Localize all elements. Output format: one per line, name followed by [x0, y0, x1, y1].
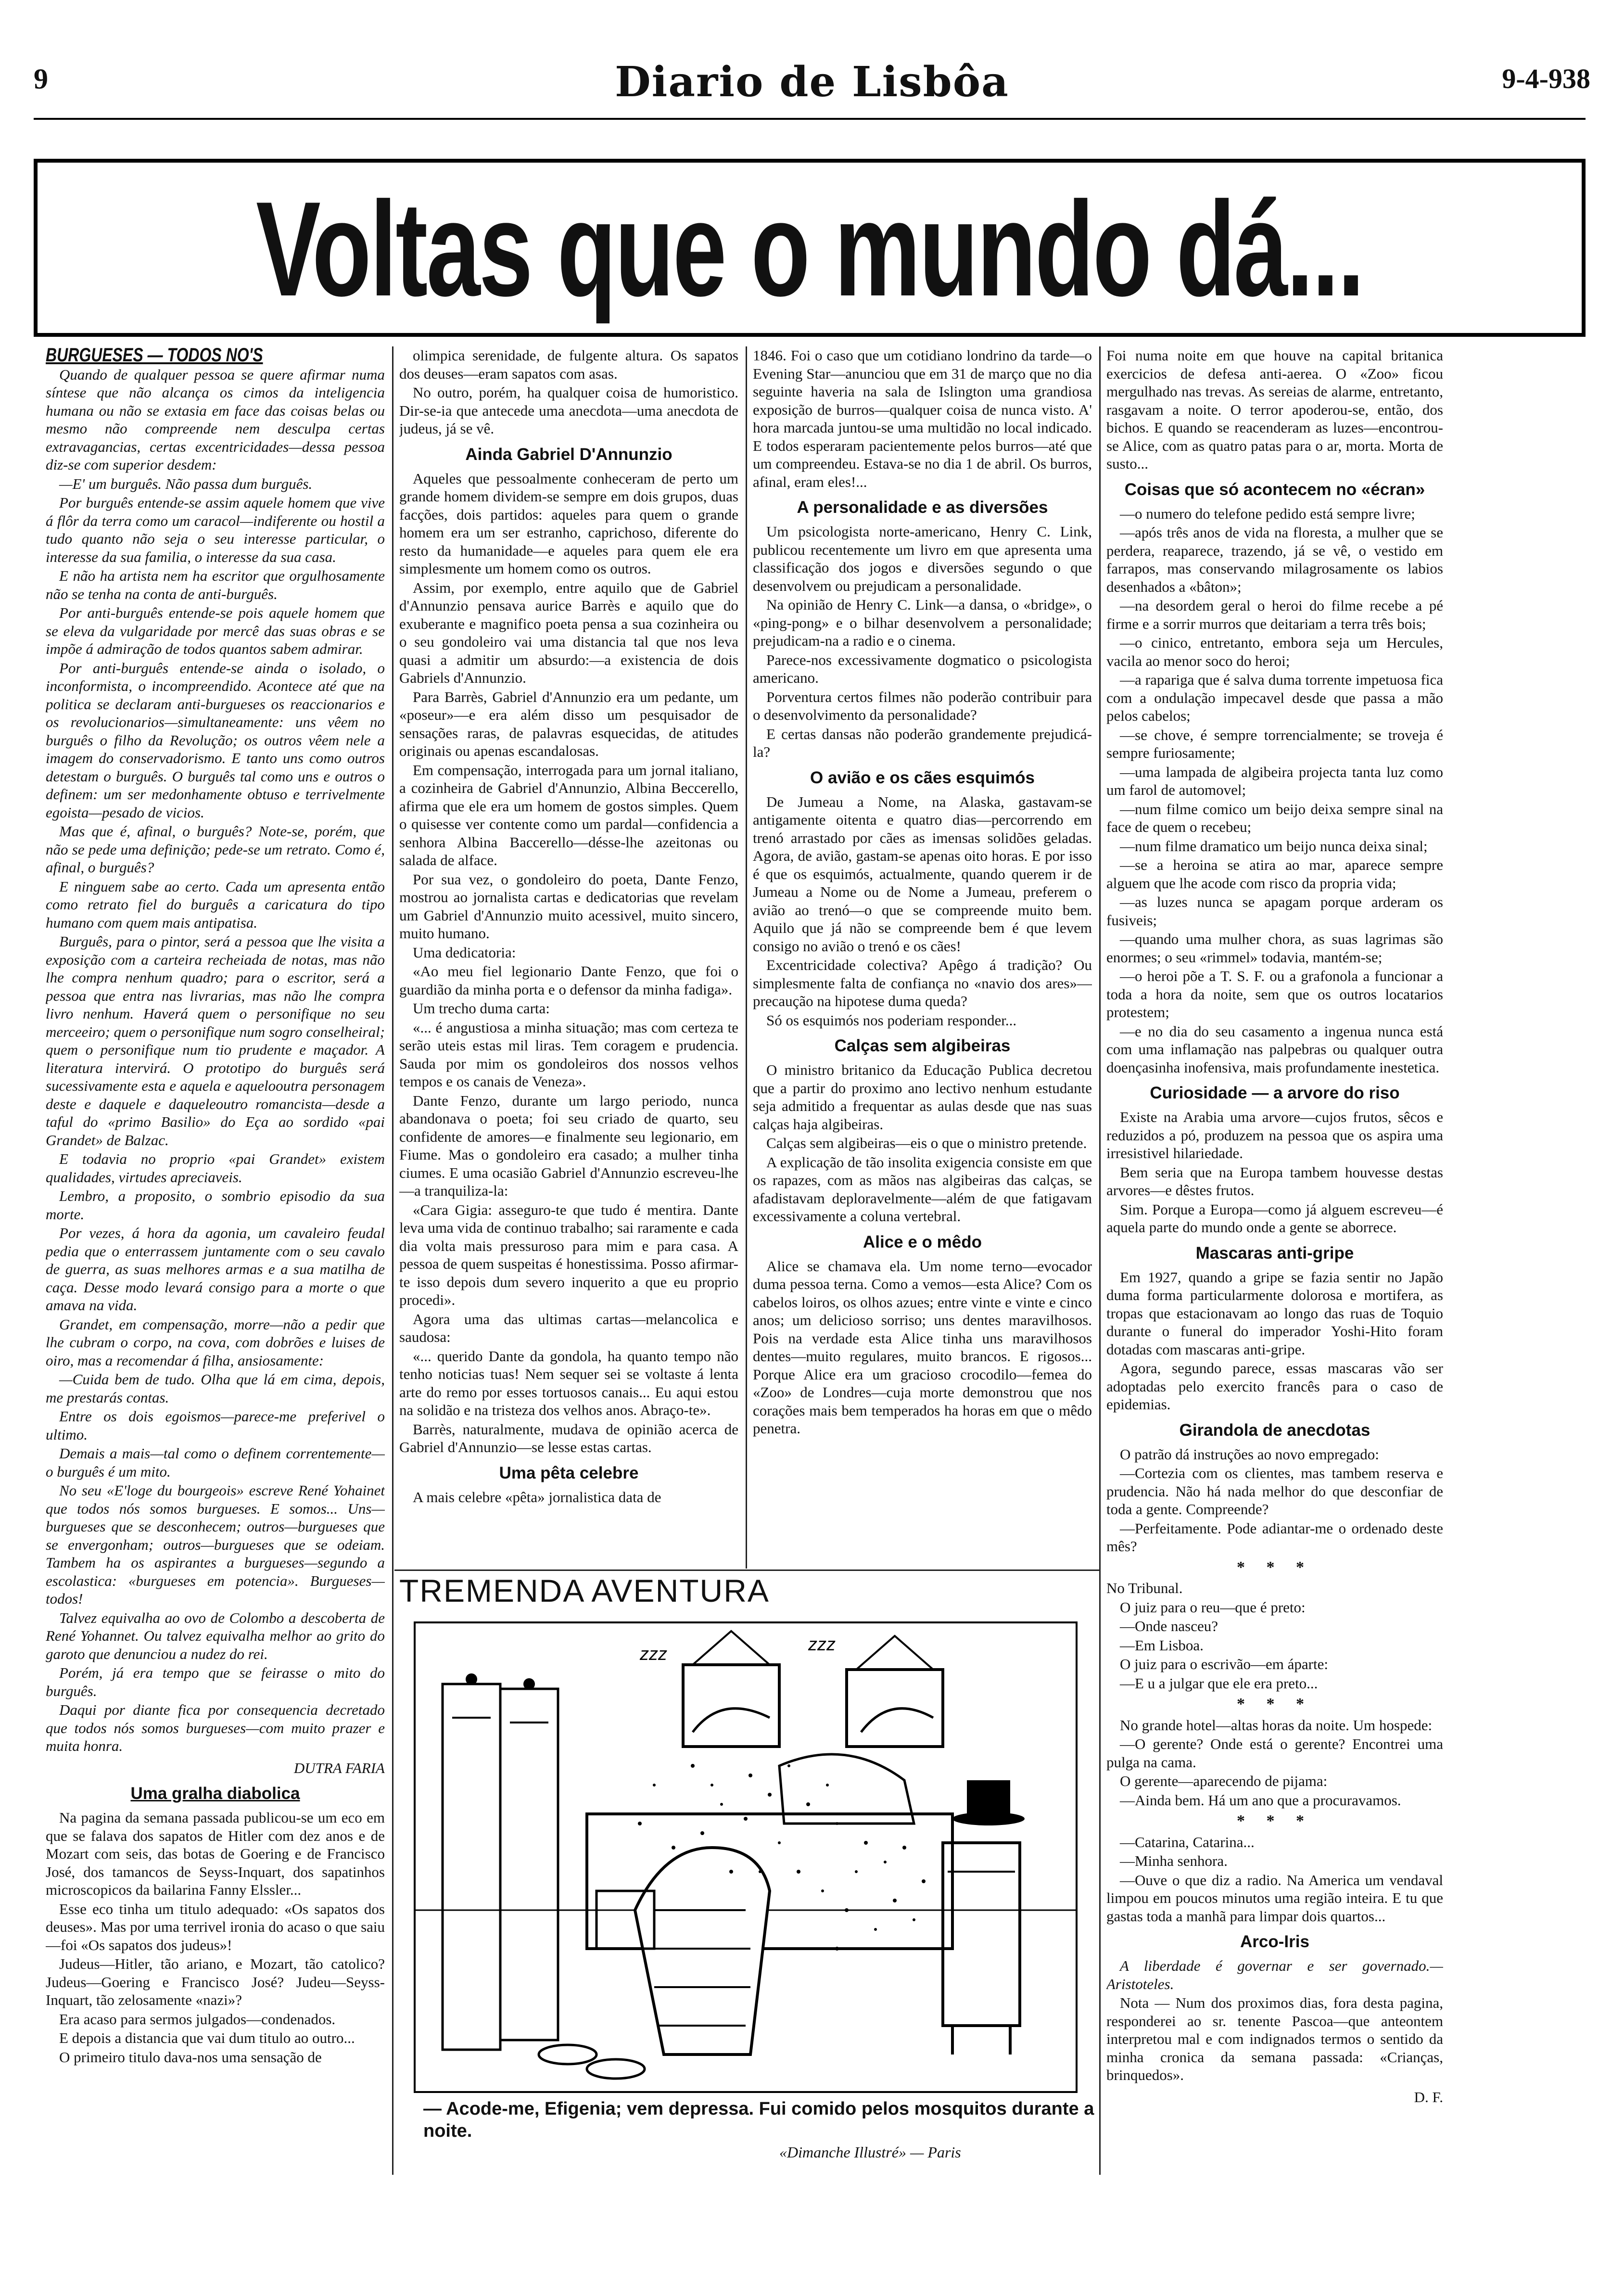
paragraph: E não ha artista nem ha escritor que orgulhosamente não se tenha na conta de anti-burguês.: [46, 567, 385, 602]
list-item: —se chove, é sempre torrencialmente; se troveja é sempre furiosamente;: [1106, 726, 1443, 761]
paragraph: No grande hotel—altas horas da noite. Um hospede:: [1120, 1716, 1433, 1734]
paragraph: Na pagina da semana passada publicou-se um eco em que se falava dos sapatos de Hitler com dez anos e de Mozart com seis, das botas de Goering e de Francisco José, dos tamancos de Seyss-Inquart, dos sapatinhos microscopicos da bailarina Fanny Elssler...: [46, 1809, 385, 1898]
paragraph: No seu «E'loge du bourgeois» escreve René Yohainet que todos nós somos burgueses. E somos... Uns—burgueses que se desconhecem; outros—burgueses que se envergonham; outros—burgueses que se odeiam. Tambem ha os aspirantes a burgueses—segundo a escolastica: «burgueses em potencia». Burgueses—todos!: [46, 1482, 385, 1607]
paragraph: A mais celebre «pêta» jornalistica data de: [413, 1488, 661, 1506]
column-ecran: [1106, 346, 1443, 2199]
paragraph: Existe na Arabia uma arvore—cujos frutos, sêcos e reduzidos a pó, produzem na pessoa que os aspira uma irresistivel hilariedade.: [1106, 1109, 1443, 1161]
signature: DUTRA FARIA: [293, 1759, 385, 1776]
snore-text: zzz: [808, 1634, 836, 1655]
separator-stars: * * *: [1237, 1558, 1313, 1576]
paragraph: Por sua vez, o gondoleiro do poeta, Dante Fenzo, mostrou ao jornalista cartas e dedicatorias que revelam um Gabriel d'Annunzio muito acessivel, muito sincero, muito humano.: [399, 870, 738, 942]
article-title: Curiosidade — a arvore do riso: [1150, 1084, 1400, 1102]
column-rule: [392, 346, 393, 2175]
paragraph: Alice se chamava ela. Um nome terno—evocador duma pessoa terna. Como a vemos—esta Alice? Com os cabelos loiros, os olhos azues; entre vinte e vinte e cinco anos; um delicioso sorriso; uns dentes maravilhosos. Pois na verdade esta Alice tinha uns maravilhosos dentes—muito regulares, muito brancos. E rigosos... Porque Alice era um gracioso crocodilo—femea do «Zoo» de Londres—cuja morte demonstrou que nos corações mais bem temperados ha horas em que o mêdo penetra.: [753, 1257, 1092, 1437]
paragraph: Parece-nos excessivamente dogmatico o psicologista americano.: [753, 651, 1092, 686]
list-item: —uma lampada de algibeira projecta tanta luz como um farol de automovel;: [1106, 763, 1443, 798]
article-title: Calças sem algibeiras: [834, 1036, 1011, 1055]
article-title: A personalidade e as diversões: [797, 498, 1048, 517]
article-title: Mascaras anti-gripe: [1195, 1243, 1354, 1263]
paragraph: O patrão dá instruções ao novo empregado:: [1120, 1445, 1379, 1463]
cartoon-credit: «Dimanche Illustré» — Paris: [779, 2144, 961, 2161]
paragraph: A explicação de tão insolita exigencia consiste em que os rapazes, com as mãos nas algibeiras das calças, se afadistavam deploravelmente—além de que fatigavam excessivamente a coluna vertebral.: [753, 1153, 1092, 1225]
article-title: Alice e o mêdo: [863, 1232, 982, 1251]
article-title: O avião e os cães esquimós: [810, 768, 1035, 787]
paragraph: olimpica serenidade, de fulgente altura. Os sapatos dos deuses—eram sapatos com asas.: [399, 347, 738, 382]
paragraph: Dante Fenzo, durante um largo periodo, nunca abandonava o poeta; foi seu criado de quarto, seu confidente de amores—e finalmente seu legionario, em Fiume. Mas o gondoleiro era casado; a mulher tinha ciumes. E uma ocasião Gabriel d'Annunzio escreveu-lhe—a tranquiliza-la:: [399, 1092, 738, 1199]
issue-date: 9-4-938: [1502, 63, 1590, 94]
paragraph: —Cortezia com os clientes, mas tambem reserva e prudencia. Não há nada melhor do que desconfiar de toda a gente. Compreende?: [1106, 1465, 1443, 1518]
signature: D. F.: [1414, 2088, 1443, 2105]
snore-text: zzz: [640, 1644, 667, 1664]
paragraph: Assim, por exemplo, entre aquilo que de Gabriel d'Annunzio pensava aurice Barrès e aquilo que do exuberante e magnifico poeta pensa a sua cozinheira ou o seu gondoleiro vai uma distancia tal que nos leva quasi a admitir um absurdo:—a existencia de dois Gabriels d'Annunzio.: [399, 579, 738, 686]
paragraph: De Jumeau a Nome, na Alaska, gastavam-se antigamente oitenta e quatro dias—percorrendo em trenó arrastado por cães as imensas solidões geladas. Agora, de avião, gastam-se apenas oito horas. E por isso é que os esquimós, actualmente, quando querem ir de Jumeau a Nome ou de Nome a Jumeau, preferem o avião ao trenó—o que se compreende muito bem. Aquilo que já não se compreende bem é que levem consigo no avião o trenó e os cães!: [753, 793, 1092, 955]
column-dannunzio: [399, 346, 738, 1578]
paragraph: —Minha senhora.: [1120, 1852, 1228, 1869]
paragraph: Calças sem algibeiras—eis o que o ministro pretende.: [766, 1135, 1087, 1151]
paragraph: Por vezes, á hora da agonia, um cavaleiro feudal pedia que o enterrassem juntamente com o seu cavalo de guerra, as suas melhores armas e a sua matilha de caça. Desse modo levará consigo para a morte o que amava na vida.: [46, 1225, 385, 1314]
paragraph: Excentricidade colectiva? Apêgo á tradição? Ou simplesmente falta de confiança no «navio dos ares»—precaução na hipotese duma queda?: [753, 957, 1092, 1009]
paragraph: E depois a distancia que vai dum titulo ao outro...: [59, 2029, 355, 2046]
column-personalidade: [753, 346, 1092, 1578]
separator-stars: * * *: [1237, 1695, 1313, 1713]
column-rule: [1099, 346, 1101, 2175]
list-item: —após três anos de vida na floresta, a mulher que se perdera, reaparece, trazendo, já se vê, o vestido em farrapos, mas conservando milagrosamente os labios desenhados a «bâton»;: [1106, 524, 1443, 595]
paragraph: Esse eco tinha um titulo adequado: «Os sapatos dos deuses». Mas por uma terrivel ironia do acaso o que saiu—foi «Os sapatos dos judeus»!: [46, 1900, 385, 1953]
column-burgueses: [46, 346, 385, 2199]
paragraph: «... querido Dante da gondola, ha quanto tempo não tenho noticias tuas! Nem sequer sei se voltaste á lenta arte do remo por esses tortuosos canais... Eu aqui estou na solidão e na tristeza dos velhos anos. Abraço-te».: [399, 1347, 738, 1418]
paragraph: Lembro, a proposito, o sombrio episodio da sua morte.: [46, 1187, 385, 1223]
paragraph: «Ao meu fiel legionario Dante Fenzo, que foi o guardião da minha porta e o defensor da minha fadiga».: [399, 963, 738, 998]
article-title: Arco-Iris: [1240, 1932, 1309, 1951]
paragraph: Barrès, naturalmente, mudava de opinião acerca de Gabriel d'Annunzio—se lesse estas cartas.: [399, 1420, 738, 1455]
article-title: Ainda Gabriel D'Annunzio: [465, 445, 672, 464]
list-item: —o numero do telefone pedido está sempre livre;: [1120, 505, 1415, 522]
paragraph: O primeiro titulo dava-nos uma sensação de: [59, 2048, 322, 2066]
paragraph: Por anti-burguês entende-se pois aquele homem que se eleva da vulgaridade por mercê das suas obras e se impõe á admiração de todos quantos sabem admirar.: [46, 604, 385, 657]
paragraph: Por anti-burguês entende-se ainda o isolado, o inconformista, o incompreendido. Acontece até que na politica se declaram anti-burgueses os reaccionarios e os revolucionarios—simultaneamente: uns vêem no burguês o filho da Revolução; os outros vêem nele a imagem do conservadorismo. E tanto uns como outros detestam o burguês. O burguês tal como uns e outros o definem: um ser medonhamente obtuso e terrivelmente egoista—pesado de vicios.: [46, 659, 385, 821]
paragraph: Em compensação, interrogada para um jornal italiano, a cozinheira de Gabriel d'Annunzio, Albina Beccerello, afirma que ele era um homem de gostos simples. Quem o quisesse ver contente como um pardal—confidencia a senhora Albina Baccerello—désse-lhe azeitonas ou salada de alface.: [399, 761, 738, 868]
article-title: Uma pêta celebre: [499, 1463, 639, 1482]
paragraph: Para Barrès, Gabriel d'Annunzio era um pedante, um «poseur»—e era além disso um pesquisador de sensações raras, de palavras esquecidas, de atitudes originais ou apenas escandalosas.: [399, 688, 738, 759]
list-item: —o heroi põe a T. S. F. ou a grafonola a funcionar a toda a hora da noite, sem que os outros locatarios protestem;: [1106, 968, 1443, 1021]
list-item: —as luzes nunca se apagam porque arderam os fusiveis;: [1106, 893, 1443, 929]
paragraph: —Ouve o que diz a radio. Na America um vendaval limpou em poucos minutos uma região inteira. E tu que gastas toda a manhã para limpar dois quartos...: [1106, 1871, 1443, 1925]
masthead-rule: [34, 118, 1586, 120]
paragraph: Por burguês entende-se assim aquele homem que vive á flôr da terra como um caracol—indiferente ou hostil a tudo quanto não seja o seu interesse particular, o interesse da sua familia, o interesse da sua casa.: [46, 494, 385, 565]
section-title: BURGUESES — TODOS NO'S: [46, 346, 263, 366]
paragraph: Nota — Num dos proximos dias, fora desta pagina, responderei ao sr. tenente Pascoa—que anteontem interpretou mal e com indignados termos o sentido da minha cronica da semana passada: «Crianças, brinquedos».: [1106, 1994, 1443, 2083]
cartoon-illustration: [414, 1621, 1078, 2093]
paragraph: A liberdade é governar e ser governado.— Aristoteles.: [1106, 1957, 1443, 1992]
paragraph: —Catarina, Catarina...: [1120, 1833, 1255, 1850]
paragraph: —Cuida bem de tudo. Olha que lá em cima, depois, me prestarás contas.: [46, 1371, 385, 1406]
paragraph: —Onde nasceu?: [1120, 1618, 1218, 1634]
page-number: 9: [34, 63, 48, 95]
list-item: —na desordem geral o heroi do filme recebe a pé firme e a sorrir murros que deitariam a terra três bois;: [1106, 597, 1443, 632]
paragraph: Sim. Porque a Europa—como já alguem escreveu—é aquela parte do mundo onde a gente se aborrece.: [1106, 1200, 1443, 1236]
paragraph: Agora, segundo parece, essas mascaras vão ser adoptadas pelo exercito francês para o caso de epidemias.: [1106, 1360, 1443, 1413]
list-item: —e no dia do seu casamento a ingenua nunca está com uma inflamação nas palpebras ou qualquer outra doençasinha inofensiva, mais profundamente inestetica.: [1106, 1022, 1443, 1076]
headline: Voltas que o mundo dá...: [256, 174, 1363, 324]
list-item: —a rapariga que é salva duma torrente impetuosa fica com a ondulação impecavel desde que passa a mão pelos cabelos;: [1106, 671, 1443, 724]
paragraph: Judeus—Hitler, tão ariano, e Mozart, tão catolico? Judeus—Goering e Francisco José? Judeu—Seyss-Inquart, tão zelosamente «nazi»?: [46, 1955, 385, 2008]
paragraph: Mas que é, afinal, o burguês? Note-se, porém, que não se pede uma definição; pede-se um retrato. Como é, afinal, o burguês?: [46, 823, 385, 876]
list-item: —se a heroina se atira ao mar, aparece sempre alguem que lhe acode com risco da propria vida;: [1106, 856, 1443, 892]
newspaper-name: Diario de Lisbôa: [615, 58, 1009, 106]
paragraph: O ministro britanico da Educação Publica decretou que a partir do proximo ano lectivo nenhum estudante seja admitido a frequentar as aulas desde que nas suas calças haja algibeiras.: [753, 1061, 1092, 1133]
paragraph: Só os esquimós nos poderiam responder...: [766, 1011, 1017, 1029]
paragraph: «Cara Gigia: asseguro-te que tudo é mentira. Dante leva uma vida de continuo trabalho; sai raramente e cada dia volta mais pressuroso para mim e para casa. A pessoa de quem suspeitas é honestissima. Posso afirmar-te isso depois dum severo inquerito a que eu proprio procedi».: [399, 1201, 738, 1308]
article-title: Coisas que só acontecem no «écran»: [1124, 480, 1425, 499]
paragraph: O gerente—aparecendo de pijama:: [1120, 1773, 1328, 1789]
article-title: Girandola de anecdotas: [1179, 1420, 1370, 1440]
paragraph: Entre os dois egoismos—parece-me preferivel o ultimo.: [46, 1408, 385, 1443]
paragraph: Porventura certos filmes não poderão contribuir para o desenvolvimento da personalidade?: [753, 688, 1092, 723]
paragraph: —E u a julgar que ele era preto...: [1120, 1674, 1318, 1692]
paragraph: No outro, porém, ha qualquer coisa de humoristico. Dir-se-ia que antecede uma anecdota—uma anecdota de judeus, já se vê.: [399, 384, 738, 437]
list-item: —o cinico, entretanto, embora seja um Hercules, vacila ao menor soco do heroi;: [1106, 634, 1443, 669]
subsection-title: Uma gralha diabolica: [130, 1784, 300, 1803]
list-item: —num filme dramatico um beijo nunca deixa sinal;: [1120, 837, 1428, 855]
cartoon-top-rule: [394, 1569, 1099, 1571]
paragraph: Talvez equivalha ao ovo de Colombo a descoberta de René Yohannet. Ou talvez equivalha melhor ao grito do garoto que denunciou a nudez do rei.: [46, 1609, 385, 1662]
paragraph: 1846. Foi o caso que um cotidiano londrino da tarde—o Evening Star—anunciou que em 31 de março que no dia seguinte haveria na sala de Islington uma grandiosa exposição de burros—qualquer coisa de nunca visto. A' hora marcada juntou-se uma multidão no local indicado. E todos esperaram pacientemente pelos burros—até que um compreendeu. Estava-se no dia 1 de abril. Os burros, afinal, eram eles!...: [753, 347, 1092, 490]
paragraph: —Ainda bem. Há um ano que a procuravamos.: [1120, 1791, 1401, 1809]
masthead: [0, 58, 1624, 111]
paragraph: Porém, já era tempo que se feirasse o mito do burguês.: [46, 1664, 385, 1699]
paragraph: Aqueles que pessoalmente conheceram de perto um grande homem dividem-se sempre em dois grupos, duas facções, dois partidos: aqueles para quem o grande homem era um ser estranho, caprichoso, diferente do resto da humanidade—e aqueles para quem ele era simplesmente um homem como os outros.: [399, 470, 738, 577]
paragraph: —Em Lisboa.: [1120, 1636, 1204, 1654]
paragraph: Bem seria que na Europa tambem houvesse destas arvores—e dêstes frutos.: [1106, 1163, 1443, 1199]
paragraph: Na opinião de Henry C. Link—a dansa, o «bridge», o «ping-pong» e o bilhar desenvolvem a personalidade; prejudicam-na a radio e o cinema.: [753, 596, 1092, 649]
paragraph: E ninguem sabe ao certo. Cada um apresenta então como retrato fiel do burguês a caricatura do tipo humano com quem mais antipatisa.: [46, 878, 385, 931]
paragraph: Uma dedicatoria:: [413, 944, 516, 961]
paragraph: Um psicologista norte-americano, Henry C. Link, publicou recentemente um livro em que apresenta uma classificação dos jogos e diversões segundo o que desenvolvem ou prejudicam a personalidade.: [753, 523, 1092, 594]
separator-stars: * * *: [1237, 1812, 1313, 1830]
paragraph: Quando de qualquer pessoa se quere afirmar numa síntese que não alcança os cimos da inteligencia humana ou não se extasia em face das coisas belas ou mesmo não compreende nem desculpa certas extravagancias, certas excentricidades—dessa pessoa diz-se com superior desdem:: [46, 366, 385, 473]
paragraph: —Perfeitamente. Pode adiantar-me o ordenado deste mês?: [1106, 1519, 1443, 1555]
list-item: —num filme comico um beijo deixa sempre sinal na face de quem o recebeu;: [1106, 800, 1443, 835]
paragraph: E certas dansas não poderão grandemente prejudicá-la?: [753, 725, 1092, 760]
paragraph: No Tribunal.: [1106, 1580, 1183, 1596]
cartoon-title: TREMENDA AVENTURA: [394, 1573, 774, 1608]
paragraph: Grandet, em compensação, morre—não a pedir que lhe cubram o corpo, na cova, com dobrões e luises de oiro, mas a recomendar á filha, ansiosamente:: [46, 1315, 385, 1369]
paragraph: Era acaso para sermos julgados—condenados.: [59, 2010, 336, 2028]
paragraph: O juiz para o reu—que é preto:: [1120, 1598, 1306, 1616]
paragraph: Foi numa noite em que houve na capital britanica exercicios de defesa anti-aerea. O «Zoo» ficou mergulhado nas trevas. As sereias de alarme, entretanto, rasgavam a noite. O terror apoderou-se, então, dos bichos. E quando se reacenderam as luzes—encontrou-se Alice, com as quatro patas para o ar, morta. Morta de susto...: [1106, 347, 1443, 472]
paragraph: «... é angustiosa a minha situação; mas com certeza te serão uteis estas mil liras. Tem coragem e prudencia. Sauda por mim os gondoleiros dos nossos velhos tempos e os canais de Veneza».: [399, 1019, 738, 1090]
paragraph: Demais a mais—tal como o definem correntemente—o burguês é um mito.: [46, 1445, 385, 1480]
headline-box: [34, 159, 1586, 337]
paragraph: Agora uma das ultimas cartas—melancolica e saudosa:: [399, 1310, 738, 1345]
paragraph: —O gerente? Onde está o gerente? Encontrei uma pulga na cama.: [1106, 1735, 1443, 1771]
paragraph: O juiz para o escrivão—em áparte:: [1120, 1656, 1328, 1672]
paragraph: Burguês, para o pintor, será a pessoa que lhe visita a exposição com a carteira recheiada de notas, mas não lhe compra nenhum quadro; para o escritor, será a pessoa que entra nas livrarias, mas não lhe compra livro nenhum. Haverá quem o personifique no seu merceeiro; quem o personifique num sogro conselheiral; quem o personifique num tio prudente e maçador. A literatura intervirá. O prototipo do burguês será sucessivamente esta e aquela e aquelooutra personagem deste e daquele e daqueleoutro romancista—desde a taful do «primo Basilio» do Eça ao sordido «pai Grandet» de Balzac.: [46, 933, 385, 1148]
paragraph: —E' um burguês. Não passa dum burguês.: [59, 475, 313, 492]
paragraph: Um trecho duma carta:: [413, 1000, 550, 1017]
paragraph: Daqui por diante fica por consequencia decretado que todos nós somos burgueses—com muito prazer e muita honra.: [46, 1701, 385, 1754]
column-rule: [746, 346, 747, 1569]
paragraph: Em 1927, quando a gripe se fazia sentir no Japão duma forma particularmente dolorosa e mortifera, as tropas que estacionavam ao longo das ruas de Toquio durante o funeral do imperador Yoshi-Hito foram dotadas com mascaras anti-gripe.: [1106, 1268, 1443, 1358]
paragraph: E todavia no proprio «pai Grandet» existem qualidades, virtudes apreciaveis.: [46, 1150, 385, 1186]
cartoon-caption: — Acode-me, Efigenia; vem depressa. Fui comido pelos mosquitos durante a noite.: [423, 2099, 1094, 2141]
list-item: —quando uma mulher chora, as suas lagrimas são enormes; o seu «rimmel» todavia, mantém-se;: [1106, 931, 1443, 966]
